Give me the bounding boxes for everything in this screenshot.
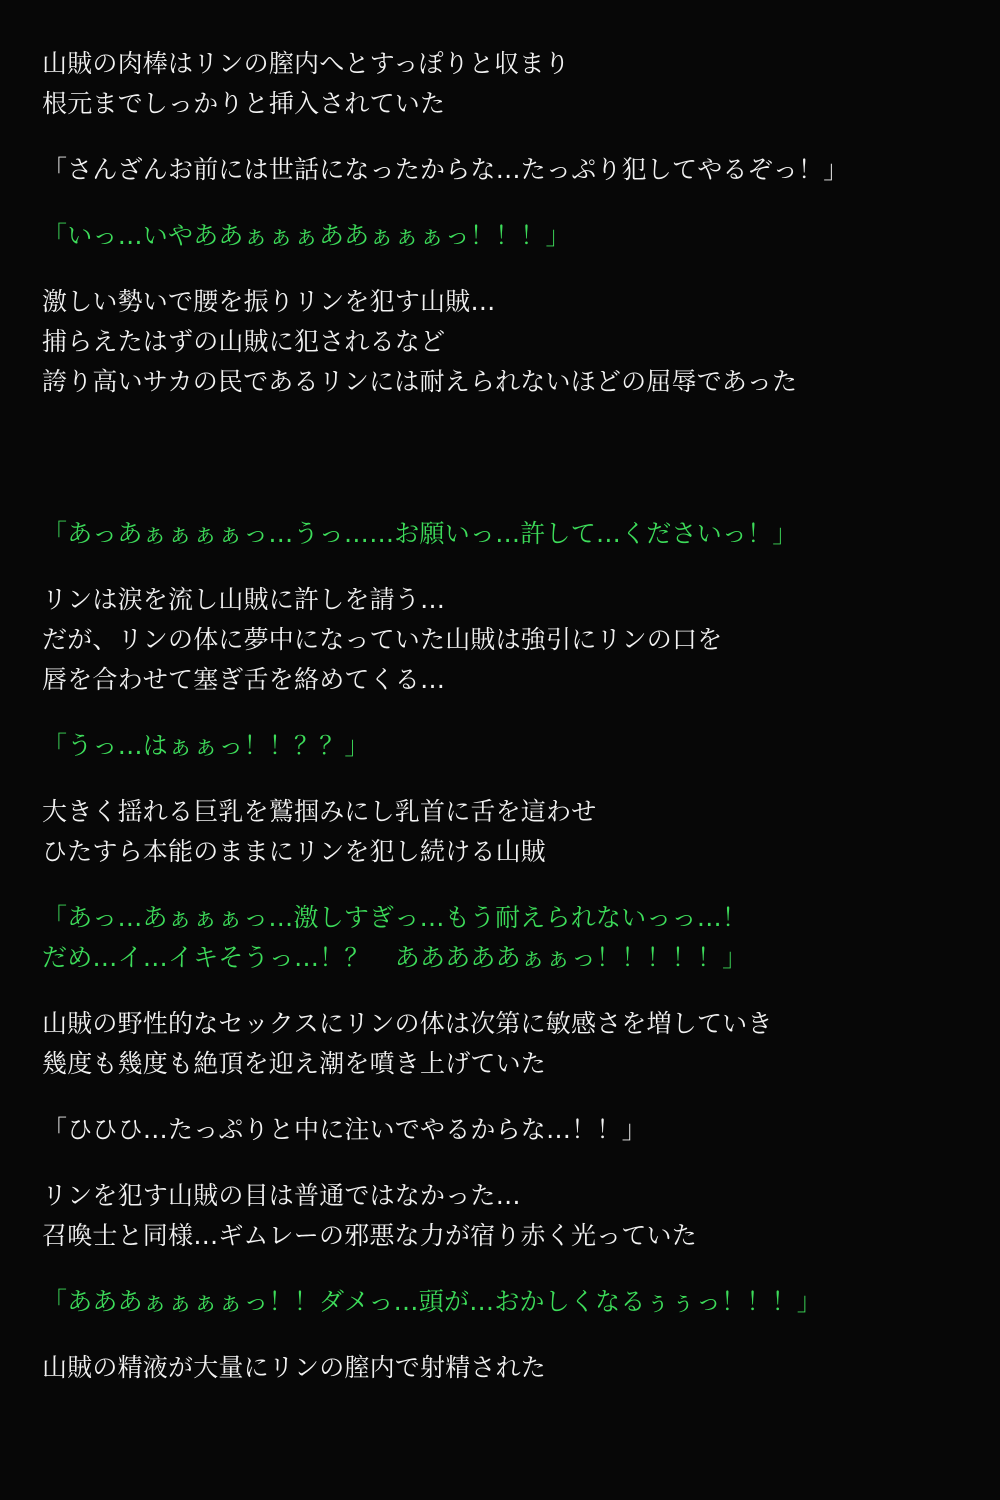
text-line: 「いっ…いやああぁぁぁああぁぁぁっ！！！」	[42, 221, 571, 250]
text-line: 捕らえたはずの山賊に犯されるなど	[42, 327, 446, 356]
text-line: 「さんざんお前には世話になったからな…たっぷり犯してやるぞっ！」	[42, 155, 849, 184]
text-line: 山賊の精液が大量にリンの膣内で射精された	[42, 1353, 547, 1382]
text-line: 根元までしっかりと挿入されていた	[42, 89, 446, 118]
text-line: 山賊の肉棒はリンの膣内へとすっぽりと収まり	[42, 49, 570, 78]
text-line: 「あっ…あぁぁぁっ…激しすぎっ…もう耐えられないっっ…！	[42, 903, 748, 932]
narration-5	[42, 1004, 960, 1084]
text-line: リンを犯す山賊の目は普通ではなかった…	[42, 1181, 521, 1210]
dialogue-rin-5	[42, 1282, 960, 1322]
narration-1	[42, 44, 960, 124]
text-line: 誇り高いサカの民であるリンには耐えられないほどの屈辱であった	[42, 367, 798, 396]
text-line: 「うっ…はぁぁっ！！？？」	[42, 731, 370, 760]
narration-6	[42, 1176, 960, 1256]
section-spacer	[42, 428, 960, 514]
text-line: ひたすら本能のままにリンを犯し続ける山賊	[42, 837, 547, 866]
text-line: だめ…イ…イキそうっ…！？ あああああぁぁっ！！！！！」	[42, 943, 748, 972]
text-line: 「あああぁぁぁぁっ！！ダメっ…頭が…おかしくなるぅぅっ！！！」	[42, 1287, 822, 1316]
narration-3	[42, 580, 960, 700]
dialogue-bandit-2	[42, 1110, 960, 1150]
dialogue-bandit-1	[42, 150, 960, 190]
text-line: だが、リンの体に夢中になっていた山賊は強引にリンの口を	[42, 625, 723, 654]
text-line: 大きく揺れる巨乳を鷲掴みにし乳首に舌を這わせ	[42, 797, 597, 826]
text-line: 山賊の野性的なセックスにリンの体は次第に敏感さを増していき	[42, 1009, 773, 1038]
narration-4	[42, 792, 960, 872]
text-line: 幾度も幾度も絶頂を迎え潮を噴き上げていた	[42, 1049, 547, 1078]
narration-2	[42, 282, 960, 402]
text-line: 召喚士と同様…ギムレーの邪悪な力が宿り赤く光っていた	[42, 1221, 697, 1250]
narration-7	[42, 1348, 960, 1388]
text-line: 唇を合わせて塞ぎ舌を絡めてくる…	[42, 665, 446, 694]
text-line: 激しい勢いで腰を振りリンを犯す山賊…	[42, 287, 496, 316]
text-line: リンは涙を流し山賊に許しを請う…	[42, 585, 446, 614]
dialogue-rin-3	[42, 726, 960, 766]
text-line: 「あっあぁぁぁぁっ…うっ……お願いっ…許して…くださいっ！」	[42, 519, 798, 548]
dialogue-rin-2	[42, 514, 960, 554]
dialogue-rin-4	[42, 898, 960, 978]
text-line: 「ひひひ…たっぷりと中に注いでやるからな…！！」	[42, 1115, 647, 1144]
dialogue-rin-1	[42, 216, 960, 256]
